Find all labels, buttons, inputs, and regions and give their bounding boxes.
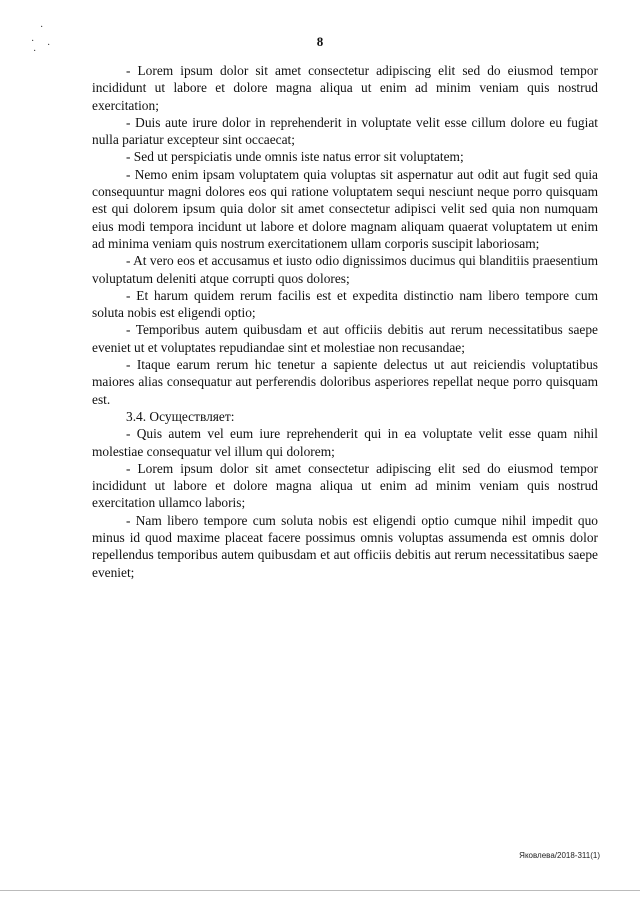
scan-artifact-mark: ·	[33, 46, 37, 57]
paragraph: - At vero eos et accusamus et iusto odio dignissimos ducimus qui blanditiis praesentium voluptatum deleniti atque corrupti quos dolores;	[92, 253, 598, 286]
paragraph: - Itaque earum rerum hic tenetur a sapiente delectus ut aut reiciendis voluptatibus maiores alias consequatur aut perferendis doloribus asperiores repellat neque porro quisquam est.	[92, 357, 598, 407]
scan-artifact-mark: ·	[47, 40, 51, 51]
paragraph: - Lorem ipsum dolor sit amet consectetur adipiscing elit sed do eiusmod tempor incididunt ut labore et dolore magna aliqua ut enim ad minim veniam quis nostrud exercitation ullamco laboris;	[92, 460, 598, 511]
scan-artifact-mark: ·	[31, 36, 35, 47]
paragraph: - Nam libero tempore cum soluta nobis est eligendi optio cumque nihil impedit quo minus id quod maxime placeat facere possimus omnis voluptas assumenda est omnis dolor repellendus temporibus autem quibusdam et aut officiis debitis aut rerum necessitatibus saepe eveniet;	[92, 512, 598, 580]
scan-artifact-mark: ·	[40, 22, 44, 33]
paragraph: - Quis autem vel eum iure reprehenderit qui in ea voluptate velit esse quam nihil molestiae consequatur vel illum qui dolorem;	[92, 426, 598, 459]
section-heading: 3.4. Осуществляет:	[126, 408, 235, 424]
page-number: 8	[316, 34, 324, 49]
paragraph: - Et harum quidem rerum facilis est et expedita distinctio nam libero tempore cum soluta nobis est eligendi optio;	[92, 287, 598, 321]
paragraph: - Nemo enim ipsam voluptatem quia voluptas sit aspernatur aut odit aut fugit sed quia consequuntur magni dolores eos qui ratione voluptatem sequi nesciunt neque porro quisquam est qui dolorem ipsum quia dolor sit amet consectetur adipisci velit sed quia non numquam eius modi tempora incidunt ut labore et dolore magnam aliquam quaerat voluptatem ut enim ad minima veniam quis nostrum exercitationem ullam corporis suscipit laboriosam;	[92, 166, 598, 251]
scan-bottom-edge	[0, 890, 640, 891]
paragraph: - Duis aute irure dolor in reprehenderit in voluptate velit esse cillum dolore eu fugiat nulla pariatur excepteur sint occaecat;	[92, 114, 598, 148]
paragraph: - Lorem ipsum dolor sit amet consectetur adipiscing elit sed do eiusmod tempor incididunt ut labore et dolore magna aliqua ut enim ad minim veniam quis nostrud exercitation;	[92, 63, 598, 113]
footer-document-code: Яковлева/2018-311(1)	[519, 851, 600, 860]
paragraph: - Temporibus autem quibusdam et aut officiis debitis aut rerum necessitatibus saepe eveniet ut et voluptates repudiandae sint et molestiae non recusandae;	[92, 322, 598, 355]
paragraph: - Sed ut perspiciatis unde omnis iste natus error sit voluptatem;	[126, 149, 464, 165]
document-body	[92, 62, 598, 581]
